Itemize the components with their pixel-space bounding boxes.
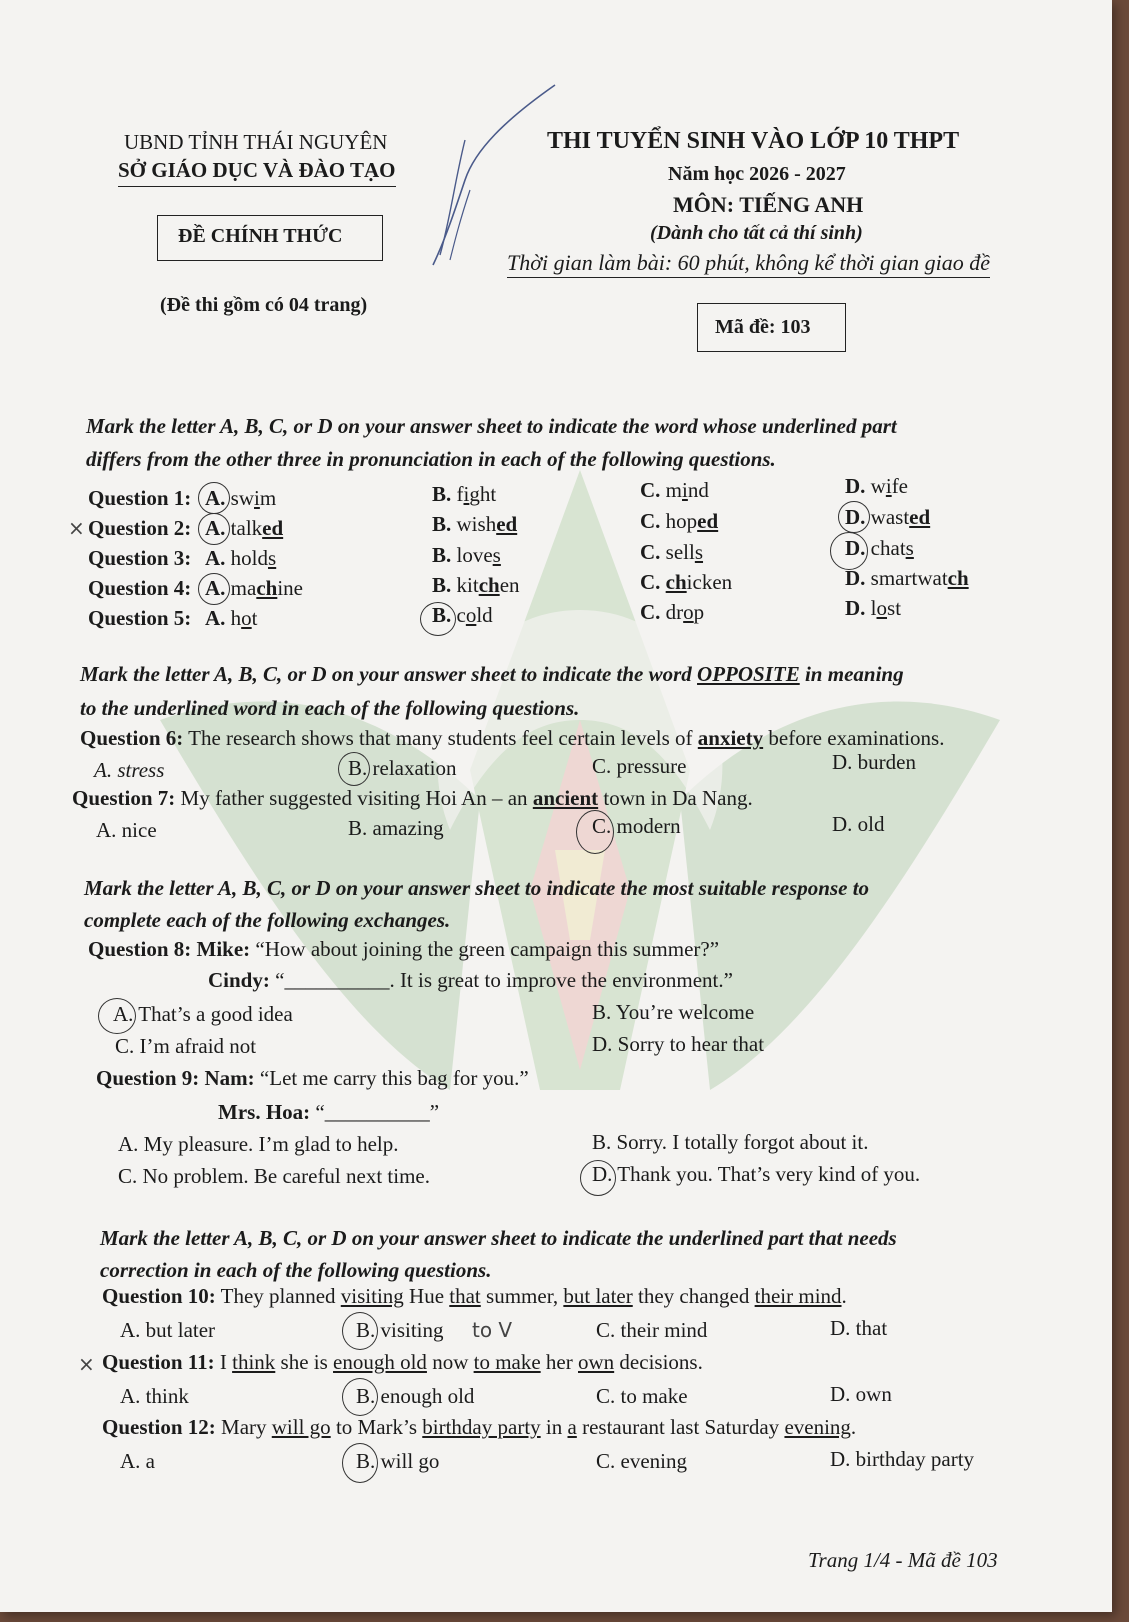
q7-option-b[interactable]: B. amazing — [348, 816, 444, 840]
exam-code: Mã đề: 103 — [715, 316, 811, 338]
cross-mark-q2: × — [68, 516, 85, 540]
q8-option-d[interactable]: D. Sorry to hear that — [592, 1032, 765, 1056]
q8-option-c[interactable]: C. I’m afraid not — [115, 1034, 257, 1058]
answer-circle-q10 — [342, 1312, 378, 1350]
answer-circle-q8 — [98, 998, 136, 1034]
q2-option-c[interactable]: C. hoped — [640, 509, 719, 533]
q10-option-d[interactable]: D. that — [830, 1316, 888, 1340]
q12-option-d[interactable]: D. birthday party — [830, 1447, 975, 1471]
q10-stem: Question 10: They planned visiting Hue that summer, but later they changed their mind. — [102, 1284, 847, 1308]
q1-label: Question 1: — [88, 486, 192, 510]
q9-option-b[interactable]: B. Sorry. I totally forgot about it. — [592, 1130, 869, 1154]
answer-circle-q11 — [342, 1378, 378, 1416]
q12-option-a[interactable]: A. a — [120, 1449, 155, 1473]
q3-label: Question 3: — [88, 546, 192, 570]
q2-option-b[interactable]: B. wished — [432, 512, 518, 536]
q9-line1: Question 9: Nam: “Let me carry this bag for you.” — [96, 1066, 529, 1090]
answer-circle-q1 — [198, 482, 230, 514]
q1-option-a[interactable]: A. swim — [205, 486, 277, 510]
sec3-instruction-2: complete each of the following exchanges. — [84, 908, 451, 932]
answer-circle-q7 — [576, 810, 614, 854]
exam-title: THI TUYỂN SINH VÀO LỚP 10 THPT — [547, 128, 960, 154]
q11-option-d[interactable]: D. own — [830, 1382, 892, 1406]
q5-option-d[interactable]: D. lost — [845, 596, 902, 620]
pages-note: (Đề thi gồm có 04 trang) — [160, 294, 368, 316]
sec2-instruction-1: Mark the letter A, B, C, or D on your answer sheet to indicate the word OPPOSITE in meaning — [80, 662, 904, 686]
q10-option-a[interactable]: A. but later — [120, 1318, 216, 1342]
q2-option-d[interactable]: D. wasted — [845, 505, 931, 529]
q9-option-d[interactable]: D. Thank you. That’s very kind of you. — [592, 1162, 921, 1186]
q10-option-c[interactable]: C. their mind — [596, 1318, 708, 1342]
q11-stem: Question 11: I think she is enough old now to make her own decisions. — [102, 1350, 703, 1374]
q5-option-c[interactable]: C. drop — [640, 600, 705, 624]
q4-option-c[interactable]: C. chicken — [640, 570, 733, 594]
answer-circle-q4 — [198, 573, 230, 605]
q11-option-b[interactable]: B. enough old — [356, 1384, 475, 1408]
org-line1: UBND TỈNH THÁI NGUYÊN — [124, 130, 388, 154]
sec2-instruction-2: to the underlined word in each of the following questions. — [80, 696, 580, 720]
q1-option-d[interactable]: D. wife — [845, 474, 909, 498]
q7-stem: Question 7: My father suggested visiting Hoi An – an ancient town in Da Nang. — [72, 786, 753, 810]
q9-line2: Mrs. Hoa: “__________” — [218, 1100, 440, 1124]
q8-option-a[interactable]: A. That’s a good idea — [113, 1002, 293, 1026]
org-line2: SỞ GIÁO DỤC VÀ ĐÀO TẠO — [118, 158, 396, 187]
answer-circle-q2-d — [838, 501, 870, 533]
q10-option-b[interactable]: B. visiting — [356, 1318, 444, 1342]
q3-option-d[interactable]: D. chats — [845, 536, 914, 560]
audience: (Dành cho tất cả thí sinh) — [650, 222, 863, 244]
q2-label: Question 2: — [88, 516, 192, 540]
q4-option-a[interactable]: A. machine — [205, 576, 303, 600]
answer-circle-q2 — [198, 513, 230, 545]
q5-option-b[interactable]: B. cold — [432, 603, 493, 627]
q4-label: Question 4: — [88, 576, 192, 600]
q3-option-c[interactable]: C. sells — [640, 540, 704, 564]
answer-circle-q12 — [342, 1443, 378, 1483]
q6-option-c[interactable]: C. pressure — [592, 754, 687, 778]
q8-option-b[interactable]: B. You’re welcome — [592, 1000, 755, 1024]
signature-stroke — [425, 80, 575, 270]
q5-label: Question 5: — [88, 606, 192, 630]
q7-option-c[interactable]: C. modern — [592, 814, 681, 838]
q4-option-b[interactable]: B. kitchen — [432, 573, 520, 597]
q5-option-a[interactable]: A. hot — [205, 606, 258, 630]
time-limit: Thời gian làm bài: 60 phút, không kể thời gian giao đề — [507, 250, 990, 278]
q1-option-b[interactable]: B. fight — [432, 482, 497, 506]
q3-option-b[interactable]: B. loves — [432, 543, 501, 567]
q6-option-d[interactable]: D. burden — [832, 750, 916, 774]
official-label: ĐỀ CHÍNH THỨC — [178, 225, 343, 247]
sec4-instruction-2: correction in each of the following questions. — [100, 1258, 492, 1282]
q8-line2: Cindy: “__________. It is great to improve the environment.” — [208, 968, 733, 992]
q7-option-d[interactable]: D. old — [832, 812, 885, 836]
cross-mark-q11: × — [78, 1352, 95, 1376]
sec1-instruction-2: differs from the other three in pronunciation in each of the following questions. — [86, 447, 776, 471]
q4-option-d[interactable]: D. smartwatch — [845, 566, 969, 590]
q9-option-a[interactable]: A. My pleasure. I’m glad to help. — [118, 1132, 399, 1156]
q8-line1: Question 8: Mike: “How about joining the green campaign this summer?” — [88, 937, 720, 961]
answer-circle-q9 — [580, 1160, 616, 1196]
q12-option-b[interactable]: B. will go — [356, 1449, 440, 1473]
handwritten-note-q10: to V — [472, 1318, 513, 1342]
answer-circle-q3 — [830, 532, 868, 570]
q6-option-b[interactable]: B. relaxation — [348, 756, 457, 780]
sec4-instruction-1: Mark the letter A, B, C, or D on your answer sheet to indicate the underlined part that needs — [100, 1226, 897, 1250]
q6-option-a[interactable]: A. stress — [94, 758, 165, 782]
q11-option-c[interactable]: C. to make — [596, 1384, 688, 1408]
q12-stem: Question 12: Mary will go to Mark’s birthday party in a restaurant last Saturday evening. — [102, 1415, 857, 1439]
answer-circle-q6 — [338, 752, 370, 786]
q7-option-a[interactable]: A. nice — [96, 818, 157, 842]
q3-option-a[interactable]: A. holds — [205, 546, 277, 570]
q2-option-a[interactable]: A. talked — [205, 516, 284, 540]
q9-option-c[interactable]: C. No problem. Be careful next time. — [118, 1164, 430, 1188]
school-year: Năm học 2026 - 2027 — [668, 163, 846, 185]
q12-option-c[interactable]: C. evening — [596, 1449, 687, 1473]
sec3-instruction-1: Mark the letter A, B, C, or D on your answer sheet to indicate the most suitable response to — [84, 876, 870, 900]
q6-stem: Question 6: The research shows that many students feel certain levels of anxiety before examinations. — [80, 726, 945, 750]
subject: MÔN: TIẾNG ANH — [673, 192, 864, 217]
watermark-logo — [150, 470, 1010, 1090]
q1-option-c[interactable]: C. mind — [640, 478, 709, 502]
page-footer: Trang 1/4 - Mã đề 103 — [808, 1548, 998, 1572]
answer-circle-q5 — [420, 602, 456, 636]
sec1-instruction-1: Mark the letter A, B, C, or D on your answer sheet to indicate the word whose underlined part — [86, 414, 897, 438]
q11-option-a[interactable]: A. think — [120, 1384, 189, 1408]
